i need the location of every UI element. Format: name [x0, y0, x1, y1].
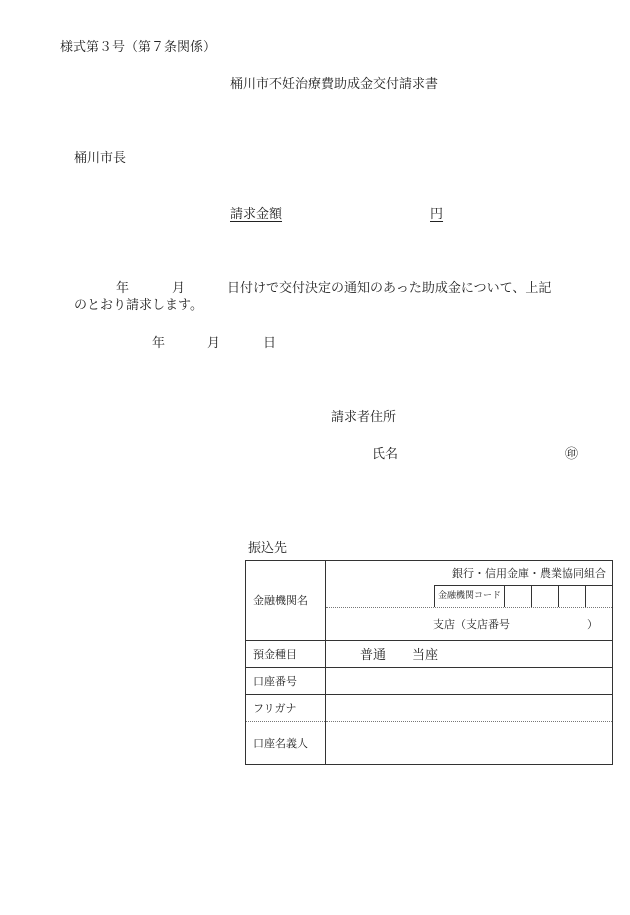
branch-cell[interactable] — [326, 607, 613, 640]
transfer-heading: 振込先 — [248, 541, 288, 556]
furigana-label: フリガナ — [246, 694, 326, 721]
claimant-name-label: 氏名 — [372, 447, 399, 462]
claim-amount-label: 請求金額 — [230, 207, 283, 222]
institution-types: 銀行・信用金庫・農業協同組合 — [452, 566, 606, 580]
institution-code-label: 金融機関コード — [434, 585, 504, 607]
account-holder-label: 口座名義人 — [246, 721, 326, 764]
account-number-label: 口座番号 — [246, 667, 326, 694]
claim-amount-line — [230, 203, 443, 222]
account-number-field[interactable] — [326, 667, 613, 694]
furigana-field[interactable] — [326, 694, 613, 721]
body-line1: 日付けで交付決定の通知のあった助成金について、上記 — [227, 281, 552, 296]
date-month: 月 — [207, 336, 221, 351]
body-month: 月 — [172, 281, 186, 296]
seal-mark: ㊞ — [565, 447, 579, 462]
code-digit-box[interactable] — [504, 585, 531, 607]
addressee: 桶川市長 — [74, 151, 127, 166]
bank-account-table — [245, 560, 613, 765]
document-title: 桶川市不妊治療費助成金交付請求書 — [230, 77, 439, 92]
deposit-type-label: 預金種目 — [246, 640, 326, 667]
claimant-address-label: 請求者住所 — [331, 410, 397, 425]
deposit-type-cell[interactable] — [326, 640, 613, 667]
institution-label: 金融機関名 — [246, 561, 326, 641]
body-year: 年 — [116, 281, 130, 296]
code-digit-box[interactable] — [585, 585, 612, 607]
claim-amount-unit: 円 — [430, 207, 444, 222]
branch-label: 支店（支店番号 ） — [433, 617, 598, 631]
body-line2: のとおり請求します。 — [74, 298, 203, 313]
institution-types-cell[interactable] — [326, 561, 613, 585]
code-digit-box[interactable] — [558, 585, 585, 607]
date-day: 日 — [263, 336, 277, 351]
date-year: 年 — [152, 336, 166, 351]
institution-code-cell — [326, 585, 613, 608]
code-digit-box[interactable] — [531, 585, 558, 607]
deposit-current[interactable]: 当座 — [412, 648, 439, 663]
form-number: 様式第３号（第７条関係） — [60, 40, 217, 55]
account-holder-field[interactable] — [326, 721, 613, 764]
deposit-ordinary[interactable]: 普通 — [360, 648, 387, 663]
